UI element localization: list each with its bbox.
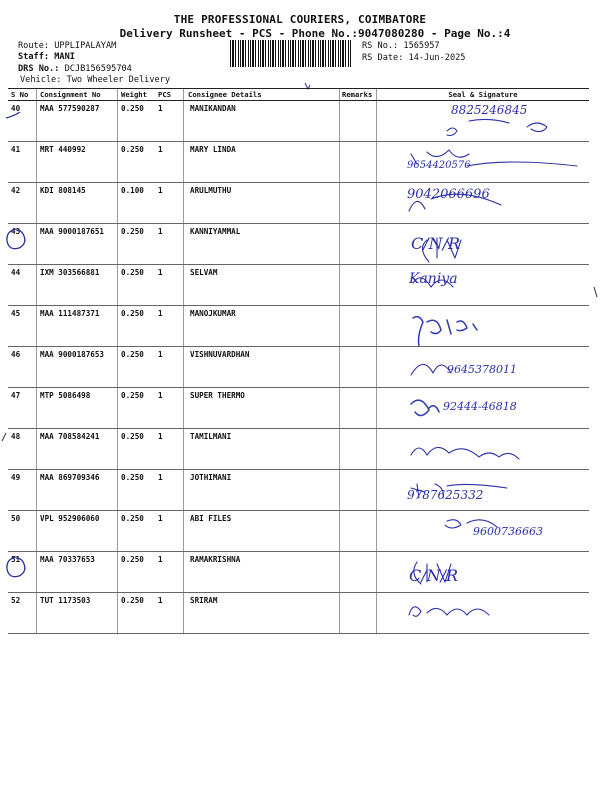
table-row [8, 511, 589, 552]
drs-value: DCJB156595704 [64, 64, 132, 74]
weight-cell-text: 0.250 [121, 227, 144, 236]
pcs-cell [155, 142, 184, 182]
weight-cell-text: 0.250 [121, 350, 144, 359]
consignment-cell-text: MRT 440992 [40, 145, 86, 154]
pen-circle-mark [4, 227, 28, 251]
consignment-cell [37, 552, 118, 592]
sno-cell-text: 51 [11, 555, 21, 564]
consignment-cell-text: MAA 708584241 [40, 432, 100, 441]
signature-scribble [407, 599, 583, 631]
handwritten-note: 9042066696 [407, 187, 490, 202]
consignment-cell-text: TUT 1173503 [40, 596, 91, 605]
remarks-cell [340, 306, 377, 346]
pcs-cell-text: 1 [158, 309, 163, 318]
consignment-cell [37, 593, 118, 633]
col-signature: Seal & Signature [448, 90, 518, 99]
weight-cell-text: 0.250 [121, 268, 144, 277]
consignee-cell-text: MANOJKUMAR [190, 309, 236, 318]
handwritten-note: 8825246845 [451, 103, 528, 117]
handwritten-note: C/N/R [409, 566, 459, 585]
pcs-cell-text: 1 [158, 350, 163, 359]
weight-cell-text: 0.250 [121, 309, 144, 318]
weight-cell [118, 183, 155, 223]
weight-cell-text: 0.250 [121, 555, 144, 564]
weight-cell [118, 101, 155, 141]
sno-cell [8, 388, 37, 428]
handwritten-note: 92444-46818 [443, 400, 517, 413]
consignee-cell-text: MANIKANDAN [190, 104, 236, 113]
sno-cell-text: 40 [11, 104, 21, 113]
pcs-cell-text: 1 [158, 145, 163, 154]
consignee-cell [184, 552, 340, 592]
pcs-cell-text: 1 [158, 104, 163, 113]
table-row [8, 388, 589, 429]
signature-cell [377, 511, 589, 551]
consignee-cell-text: SELVAM [190, 268, 218, 277]
pcs-cell-text: 1 [158, 268, 163, 277]
sno-cell-text: 50 [11, 514, 21, 523]
consignment-cell [37, 470, 118, 510]
weight-cell [118, 306, 155, 346]
consignment-cell-text: MAA 577590287 [40, 104, 100, 113]
signature-cell [377, 183, 589, 223]
sno-cell [8, 306, 37, 346]
weight-cell-text: 0.250 [121, 432, 144, 441]
sno-cell [8, 552, 37, 592]
pcs-cell [155, 552, 184, 592]
weight-cell-text: 0.250 [121, 391, 144, 400]
sno-cell [8, 142, 37, 182]
remarks-cell [340, 142, 377, 182]
company-title: THE PROFESSIONAL COURIERS, COIMBATORE [173, 13, 427, 26]
col-weight: Weight [121, 90, 147, 99]
pcs-cell-text: 1 [158, 432, 163, 441]
sno-cell [8, 265, 37, 305]
consignee-cell [184, 224, 340, 264]
weight-cell-text: 0.250 [121, 104, 144, 113]
consignment-cell-text: IXM 303566881 [40, 268, 100, 277]
pcs-cell [155, 593, 184, 633]
sno-cell [8, 101, 37, 141]
pcs-cell [155, 224, 184, 264]
sno-cell [8, 183, 37, 223]
consignee-cell-text: ARULMUTHU [190, 186, 232, 195]
sno-cell-text: 45 [11, 309, 21, 318]
pcs-cell-text: 1 [158, 555, 163, 564]
weight-cell [118, 429, 155, 469]
remarks-cell [340, 552, 377, 592]
consignee-cell [184, 265, 340, 305]
remarks-cell [340, 470, 377, 510]
remarks-cell [340, 347, 377, 387]
pcs-cell [155, 470, 184, 510]
consignee-cell [184, 347, 340, 387]
margin-mark [593, 286, 599, 298]
consignee-cell-text: JOTHIMANI [190, 473, 232, 482]
table-row [8, 470, 589, 511]
remarks-cell [340, 224, 377, 264]
signature-cell [377, 142, 589, 182]
sno-cell-text: 47 [11, 391, 21, 400]
consignment-cell [37, 388, 118, 428]
consignee-cell-text: SUPER THERMO [190, 391, 245, 400]
col-remarks: Remarks [340, 89, 377, 100]
consignment-cell [37, 265, 118, 305]
consignment-cell [37, 224, 118, 264]
handwritten-note: 9787625332 [407, 488, 484, 502]
pcs-cell-text: 1 [158, 596, 163, 605]
consignment-cell [37, 101, 118, 141]
consignment-cell [37, 429, 118, 469]
remarks-cell [340, 101, 377, 141]
consignee-cell-text: ABI FILES [190, 514, 232, 523]
table-row [8, 429, 589, 470]
margin-mark [1, 432, 7, 442]
signature-scribble [407, 435, 583, 467]
pcs-cell-text: 1 [158, 473, 163, 482]
sno-cell-text: 52 [11, 596, 21, 605]
weight-cell [118, 265, 155, 305]
signature-cell [377, 265, 589, 305]
signature-cell [377, 224, 589, 264]
signature-cell [377, 306, 589, 346]
signature-cell [377, 552, 589, 592]
weight-cell [118, 224, 155, 264]
weight-cell [118, 552, 155, 592]
drs-number [18, 64, 132, 74]
sno-cell [8, 347, 37, 387]
rs-number: RS No.: 1565957 [362, 41, 440, 51]
col-consignee: Consignee Details [184, 89, 340, 100]
weight-cell-text: 0.250 [121, 145, 144, 154]
sno-cell-text: 48 [11, 432, 21, 441]
sno-cell [8, 511, 37, 551]
consignee-cell [184, 142, 340, 182]
consignee-cell [184, 306, 340, 346]
weight-cell [118, 142, 155, 182]
pen-circle-mark [4, 555, 28, 579]
weight-cell [118, 347, 155, 387]
table-row [8, 593, 589, 634]
consignment-cell-text: MAA 70337653 [40, 555, 95, 564]
consignee-cell-text: RAMAKRISHNA [190, 555, 241, 564]
handwritten-note: 9600736663 [473, 525, 543, 538]
sno-cell [8, 470, 37, 510]
drs-label: DRS No.: [18, 64, 60, 74]
pcs-cell [155, 511, 184, 551]
weight-cell [118, 511, 155, 551]
sno-cell-text: 43 [11, 227, 21, 236]
remarks-cell [340, 265, 377, 305]
consignee-cell-text: MARY LINDA [190, 145, 236, 154]
weight-cell [118, 593, 155, 633]
consignment-cell-text: MAA 869709346 [40, 473, 100, 482]
signature-cell [377, 388, 589, 428]
consignment-cell [37, 347, 118, 387]
consignment-cell-text: MAA 9000187653 [40, 350, 105, 359]
consignment-cell [37, 183, 118, 223]
pcs-cell-text: 1 [158, 514, 163, 523]
sno-cell [8, 429, 37, 469]
sno-cell [8, 593, 37, 633]
pcs-cell [155, 265, 184, 305]
barcode-image [230, 40, 352, 67]
pcs-cell-text: 1 [158, 391, 163, 400]
handwritten-note: 9645378011 [447, 363, 517, 376]
table-header [8, 89, 589, 101]
table-row [8, 183, 589, 224]
sno-cell-text: 49 [11, 473, 21, 482]
rs-date: RS Date: 14-Jun-2025 [362, 53, 466, 63]
remarks-cell [340, 511, 377, 551]
consignee-cell-text: KANNIYAMMAL [190, 227, 241, 236]
runsheet-title: Delivery Runsheet - PCS - Phone No.:9047080280 - Page No.:4 [119, 27, 511, 40]
col-consignment: Consignment No [37, 89, 118, 100]
consignee-cell [184, 511, 340, 551]
table-row [8, 101, 589, 142]
staff-label: Staff: MANI [18, 52, 75, 62]
consignment-cell-text: MTP 5086498 [40, 391, 91, 400]
consignee-cell [184, 593, 340, 633]
table-row [8, 306, 589, 347]
consignment-cell-text: MAA 111487371 [40, 309, 100, 318]
remarks-cell [340, 183, 377, 223]
consignment-cell [37, 511, 118, 551]
signature-scribble [407, 312, 583, 344]
handwritten-note: C/N/R [411, 234, 461, 253]
consignment-cell [37, 142, 118, 182]
remarks-cell [340, 388, 377, 428]
remarks-cell [340, 593, 377, 633]
consignment-cell-text: VPL 952906060 [40, 514, 100, 523]
table-row [8, 224, 589, 265]
consignment-cell-text: MAA 9000187651 [40, 227, 105, 236]
consignee-cell-text: TAMILMANI [190, 432, 232, 441]
runsheet-table [8, 88, 589, 634]
sno-cell-text: 46 [11, 350, 21, 359]
consignment-cell-text: KDI 808145 [40, 186, 86, 195]
table-row [8, 265, 589, 306]
pcs-cell [155, 429, 184, 469]
handwritten-note: 9654420576 [407, 160, 471, 171]
consignee-cell [184, 388, 340, 428]
consignee-cell-text: VISHNUVARDHAN [190, 350, 250, 359]
route-label: Route: UPPLIPALAYAM [18, 41, 117, 51]
consignee-cell [184, 470, 340, 510]
consignment-cell [37, 306, 118, 346]
vehicle-label: Vehicle: Two Wheeler Delivery [20, 75, 171, 85]
table-row [8, 552, 589, 593]
pcs-cell [155, 388, 184, 428]
weight-cell-text: 0.250 [121, 596, 144, 605]
signature-cell [377, 470, 589, 510]
pcs-cell [155, 183, 184, 223]
pcs-cell [155, 306, 184, 346]
col-sno: S No [8, 89, 37, 100]
signature-cell [377, 429, 589, 469]
pen-circle-mark [4, 104, 28, 128]
sno-cell [8, 224, 37, 264]
remarks-cell [340, 429, 377, 469]
signature-cell [377, 593, 589, 633]
col-pcs: PCS [155, 89, 184, 100]
weight-cell-text: 0.100 [121, 186, 144, 195]
weight-cell-text: 0.250 [121, 514, 144, 523]
signature-cell [377, 101, 589, 141]
weight-cell-text: 0.250 [121, 473, 144, 482]
signature-cell [377, 347, 589, 387]
table-row [8, 142, 589, 183]
table-row [8, 347, 589, 388]
sno-cell-text: 44 [11, 268, 21, 277]
weight-cell [118, 470, 155, 510]
pcs-cell [155, 347, 184, 387]
handwritten-note: Kaniya [409, 271, 458, 287]
pcs-cell-text: 1 [158, 227, 163, 236]
consignee-cell [184, 183, 340, 223]
pcs-cell [155, 101, 184, 141]
consignee-cell-text: SRIRAM [190, 596, 218, 605]
consignee-cell [184, 429, 340, 469]
sno-cell-text: 42 [11, 186, 21, 195]
consignee-cell [184, 101, 340, 141]
weight-cell [118, 388, 155, 428]
sno-cell-text: 41 [11, 145, 21, 154]
pcs-cell-text: 1 [158, 186, 163, 195]
